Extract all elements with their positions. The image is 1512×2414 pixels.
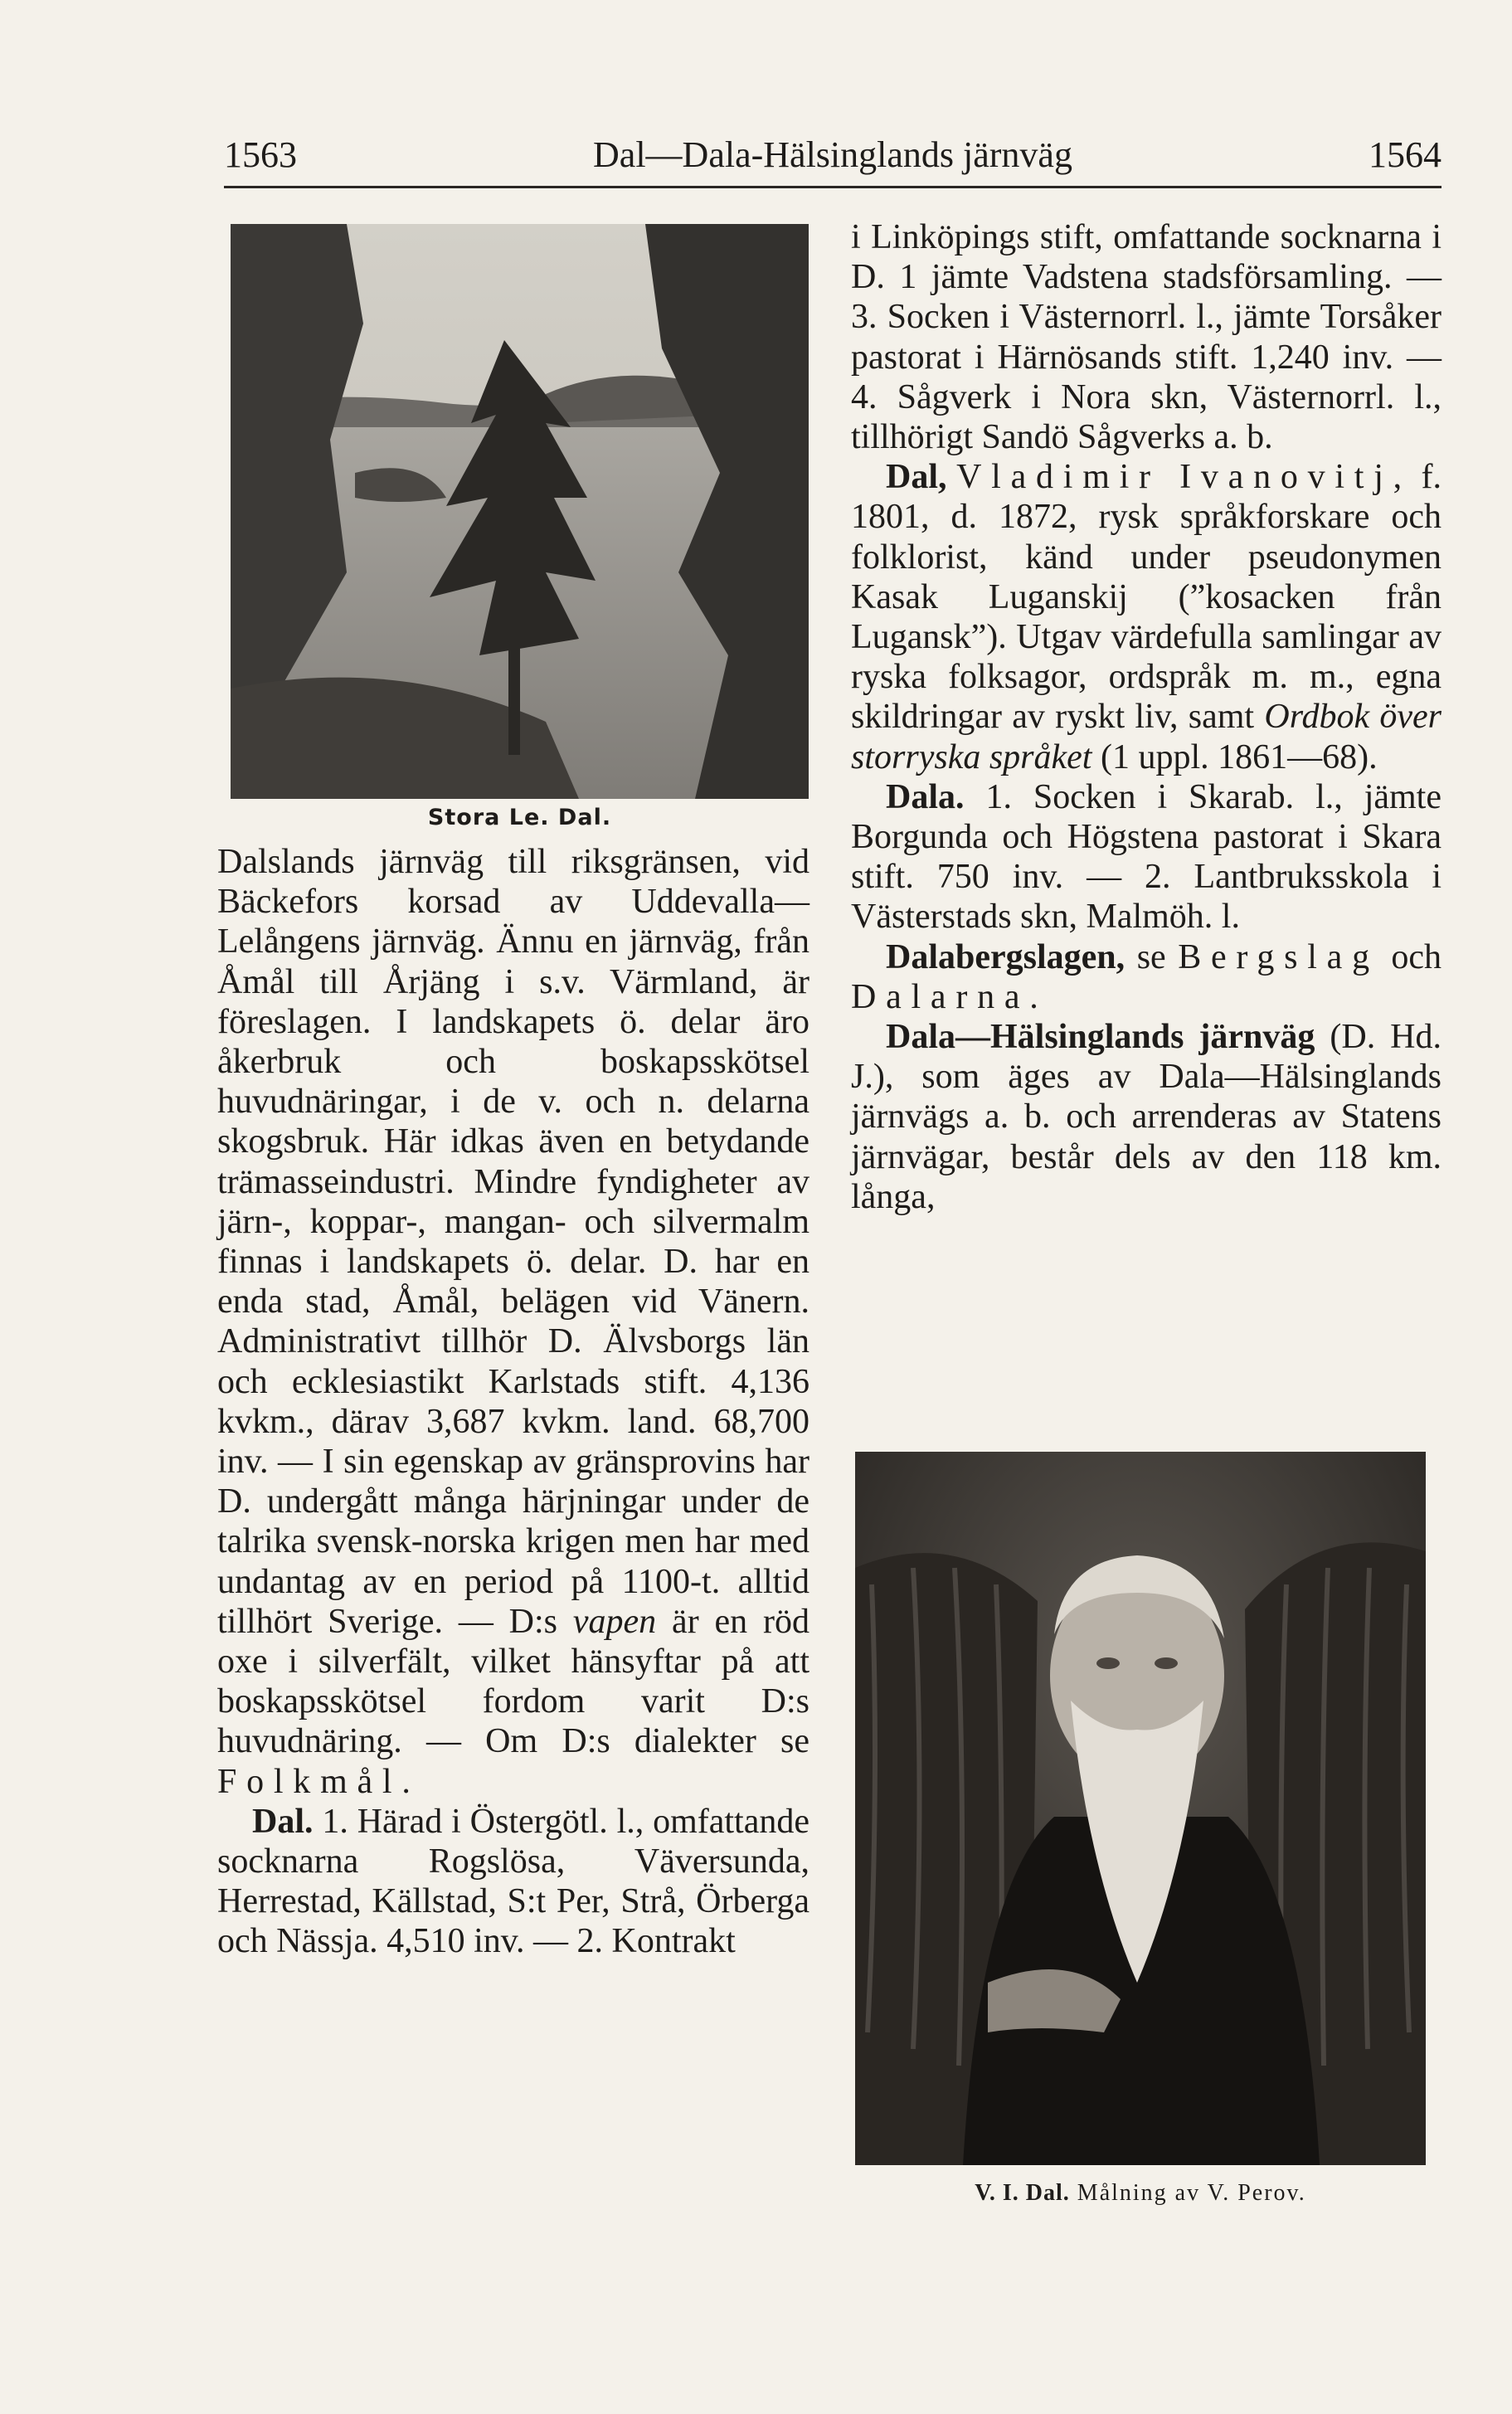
folkmal-reference: Folkmål xyxy=(217,1762,402,1801)
left-column xyxy=(217,842,809,1962)
vladimir-work-title: Ordbok över storryska språket xyxy=(851,698,1442,776)
railway-text: (D. Hd. J.), som äges av Dala—Hälsinglands järnvägs a. b. och arrenderas av Statens järnvägar, består dels av den 118 km. långa, xyxy=(851,1018,1442,1216)
article-dala xyxy=(851,777,1442,937)
portrait-caption-credit: Målning av V. Perov. xyxy=(1077,2180,1306,2206)
folkmal-end: . xyxy=(401,1762,411,1801)
page-number-left: 1563 xyxy=(224,134,297,175)
bergslag-reference: Bergslag xyxy=(1178,937,1379,976)
lake-photo xyxy=(231,224,809,799)
headword-dal-vladimir: Dal, xyxy=(886,458,947,497)
see-word: se xyxy=(1136,937,1166,976)
headword-dal: Dal. xyxy=(252,1802,314,1841)
dala-text: 1. Socken i Skarab. l., jämte Borgunda och Högstena pastorat i Skara stift. 750 inv. — 2. Lantbruksskola i Västerstads skn, Malmöh. l. xyxy=(851,777,1442,937)
article-dalsland-continued xyxy=(217,842,809,1802)
headword-dala: Dala. xyxy=(886,777,965,816)
portrait-caption-subject: V. I. Dal. xyxy=(975,2180,1070,2206)
article-dala-halsinglands-jarnvag xyxy=(851,1017,1442,1217)
vladimir-text-1: f. 1801, d. 1872, rysk språkforskare och folklorist, känd under pseudonymen Kasak Luganskij (”kosacken från Lugansk”). Utgav värdefulla samlingar av ryska folksagor, ordspråk m. m., egna skildringar av ryskt liv, samt xyxy=(851,458,1442,737)
headword-dalabergslagen: Dalabergslagen, xyxy=(886,937,1125,976)
kontrakt-text: i Linköpings stift, omfattande socknarna i D. 1 jämte Vadstena stadsförsamling. — 3. Socken i Västernorrl. l., jämte Torsåker pastorat i Härnösands stift. 1,240 inv. — 4. Sågverk i Nora skn, Västernorrl. l., tillhörigt Sandö Sågverks a. b. xyxy=(851,218,1442,457)
article-dal-harad xyxy=(217,1802,809,1962)
page-header xyxy=(224,126,1442,184)
article-dal-continued xyxy=(851,217,1442,457)
dalarna-reference: Dalarna. xyxy=(851,977,1048,1016)
page-number-right: 1564 xyxy=(1369,134,1442,175)
dal-harad-text: 1. Härad i Östergötl. l., omfattande socknarna Rogslösa, Väversunda, Herrestad, Källstad, S:t Per, Strå, Örberga och Nässja. 4,510 inv. — 2. Kontrakt xyxy=(217,1802,809,1961)
dalsland-text: Dalslands järnväg till riksgränsen, vid Bäckefors korsad av Uddevalla—Lelångens järnväg. Ännu en järnväg, från Åmål till Årjäng i s.v. Värmland, är föreslagen. I landskapets ö. delar äro åkerbruk och boskapsskötsel huvudnäringar, i de v. och n. delarna skogsbruk. Här idkas även en betydande trämasseindustri. Mindre fyndigheter av järn-, koppar-, mangan- och silvermalm finnas i landskapets ö. delar. D. har en enda stad, Åmål, belägen vid Vänern. Administrativt tillhör D. Älvsborgs län och ecklesiastikt Karlstads stift. 4,136 kvkm., därav 3,687 kvkm. land. 68,700 inv. — I sin egenskap av gränsprovins har D. undergått många härjningar under de talrika svensk-norska krigen men har med undantag av en period på 1100-t. alltid tillhört Sverige. — D:s xyxy=(217,843,809,1641)
vladimir-name: Vladimir Ivanovitj, xyxy=(956,458,1412,497)
och-word: och xyxy=(1391,937,1442,976)
right-column xyxy=(851,217,1442,1217)
article-vladimir-dal xyxy=(851,457,1442,777)
portrait-painting xyxy=(855,1452,1426,2165)
vladimir-text-2: (1 uppl. 1861—68). xyxy=(1100,737,1378,776)
portrait-caption xyxy=(855,2180,1426,2207)
running-title: Dal—Dala-Hälsinglands järnväg xyxy=(593,134,1072,175)
header-rule xyxy=(224,186,1442,188)
vapen-word: vapen xyxy=(572,1602,657,1641)
vapen-text: är en röd oxe i silverfält, vilket hänsyftar på att boskapsskötsel fordom varit D:s huvudnäring. — Om D:s dialekter se xyxy=(217,1602,810,1761)
article-dalabergslagen xyxy=(851,937,1442,1017)
lake-caption: Stora Le. Dal. xyxy=(427,805,612,830)
headword-railway: Dala—Hälsinglands järnväg xyxy=(886,1018,1315,1057)
